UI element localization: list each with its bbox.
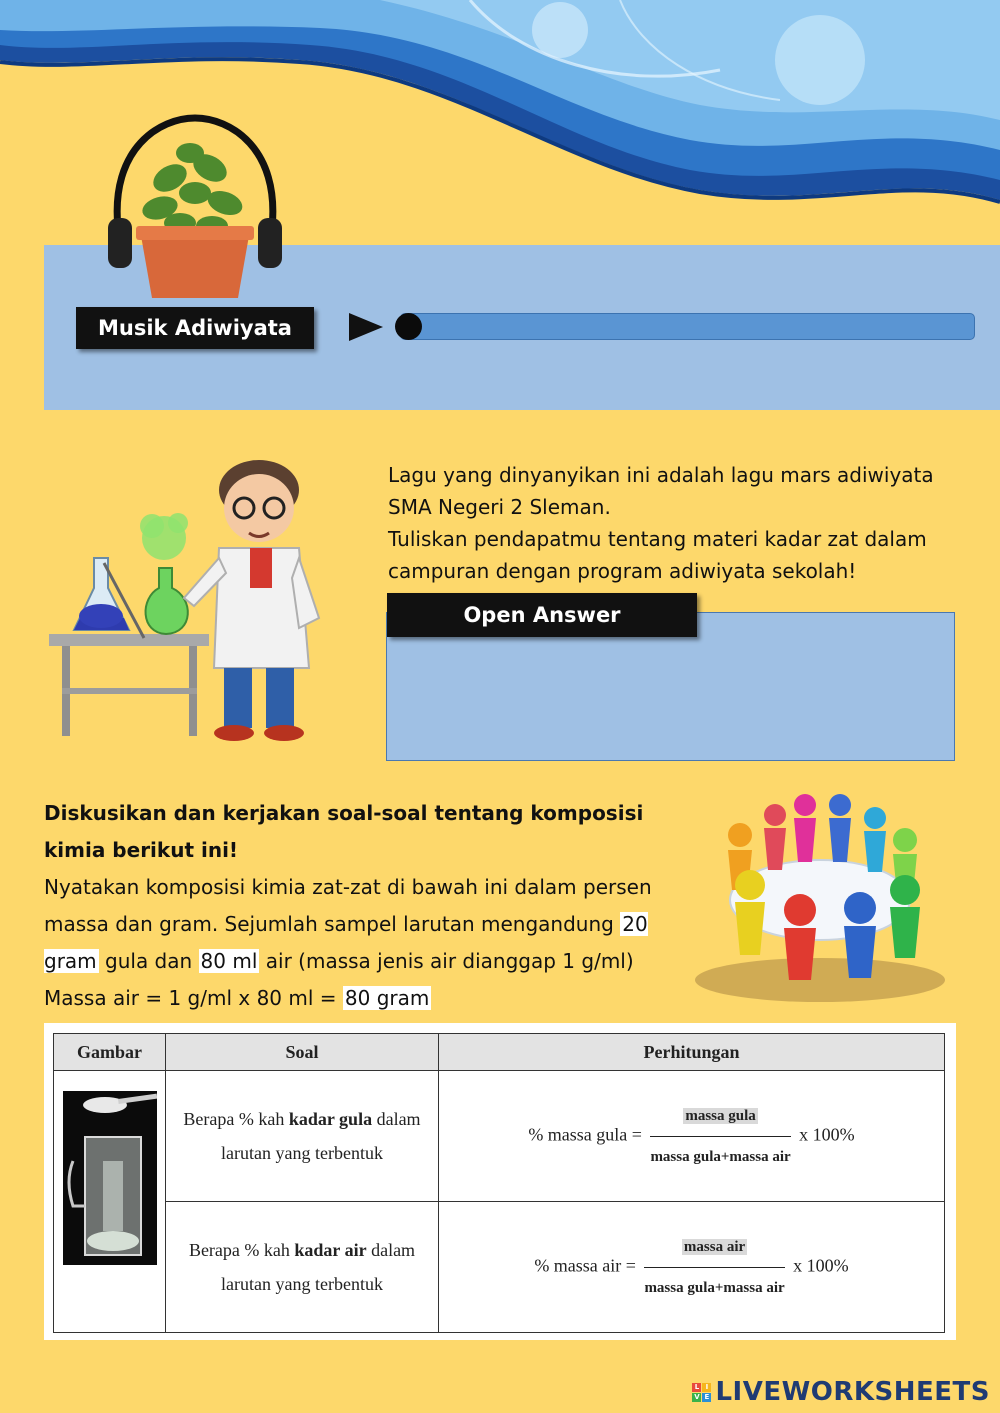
water-q-prefix: Berapa % kah xyxy=(188,1240,295,1260)
intro-text-b: gula dan xyxy=(98,949,199,973)
water-q-suffix: dalam larutan yang terbentuk xyxy=(221,1240,416,1294)
header-soal: Soal xyxy=(166,1034,439,1071)
discussion-text xyxy=(44,795,684,1017)
question-line-2: Tuliskan pendapatmu tentang materi kadar zat dalam campuran dengan program adiwiyata sekolah! xyxy=(388,527,927,583)
sugar-formula-rhs: x 100% xyxy=(799,1124,855,1145)
sugar-amount: 20 gram xyxy=(44,912,648,973)
liveworksheets-brand: LIVEWORKSHEETS xyxy=(715,1377,990,1407)
composition-table-container xyxy=(44,1023,956,1340)
intro-text-a: Nyatakan komposisi kimia zat-zat di bawah ini dalam persen massa dan gram. Sejumlah sampel larutan mengandung xyxy=(44,875,652,936)
header-gambar: Gambar xyxy=(54,1034,166,1071)
question-cell-sugar xyxy=(166,1071,439,1202)
water-q-bold: kadar air xyxy=(294,1240,367,1260)
sugar-q-suffix: dalam larutan yang terbentuk xyxy=(221,1109,421,1163)
question-text xyxy=(388,459,963,587)
mass-line-text: Massa air = 1 g/ml x 80 ml = xyxy=(44,986,343,1010)
sugar-water-photo xyxy=(63,1091,157,1265)
water-formula-lhs: % massa air = xyxy=(534,1255,636,1276)
water-numerator: massa air xyxy=(683,1238,746,1255)
water-denominator: massa gula+massa air xyxy=(644,1279,785,1296)
table-row xyxy=(54,1071,945,1202)
sugar-numerator: massa gula xyxy=(685,1107,756,1124)
mass-line xyxy=(44,980,684,1017)
table-row xyxy=(54,1202,945,1333)
sugar-denominator: massa gula+massa air xyxy=(650,1148,791,1165)
music-label: Musik Adiwiyata xyxy=(76,307,314,349)
audio-progress-knob[interactable] xyxy=(395,313,422,340)
discussion-heading: Diskusikan dan kerjakan soal-soal tentang komposisi kimia berikut ini! xyxy=(44,801,644,862)
header-perhitungan: Perhitungan xyxy=(439,1034,945,1071)
formula-cell-sugar xyxy=(439,1071,945,1202)
open-answer-label: Open Answer xyxy=(387,593,697,637)
sugar-fraction xyxy=(650,1099,790,1174)
sugar-water-image-cell xyxy=(54,1071,166,1333)
scientist-illustration xyxy=(44,448,344,748)
liveworksheets-logo[interactable] xyxy=(692,1377,990,1407)
play-button-icon[interactable] xyxy=(349,313,383,341)
discussion-intro xyxy=(44,869,684,980)
liveworksheets-mark-icon: L I V E xyxy=(692,1383,711,1402)
table-header-row xyxy=(54,1034,945,1071)
plant-headphones-illustration xyxy=(100,108,290,303)
water-amount: 80 ml xyxy=(200,949,258,973)
sugar-formula-lhs: % massa gula = xyxy=(528,1124,642,1145)
sugar-q-bold: kadar gula xyxy=(288,1109,373,1129)
formula-cell-water xyxy=(439,1202,945,1333)
water-fraction xyxy=(644,1230,784,1305)
audio-progress-track[interactable] xyxy=(400,313,975,340)
discussion-team-illustration xyxy=(690,790,950,1005)
question-line-1: Lagu yang dinyanyikan ini adalah lagu mars adiwiyata SMA Negeri 2 Sleman. xyxy=(388,463,934,519)
intro-text-c: air (massa jenis air dianggap 1 g/ml) xyxy=(259,949,634,973)
water-formula-rhs: x 100% xyxy=(793,1255,849,1276)
composition-table xyxy=(53,1033,945,1333)
mass-value: 80 gram xyxy=(344,986,430,1010)
sugar-q-prefix: Berapa % kah xyxy=(183,1109,289,1129)
question-cell-water xyxy=(166,1202,439,1333)
